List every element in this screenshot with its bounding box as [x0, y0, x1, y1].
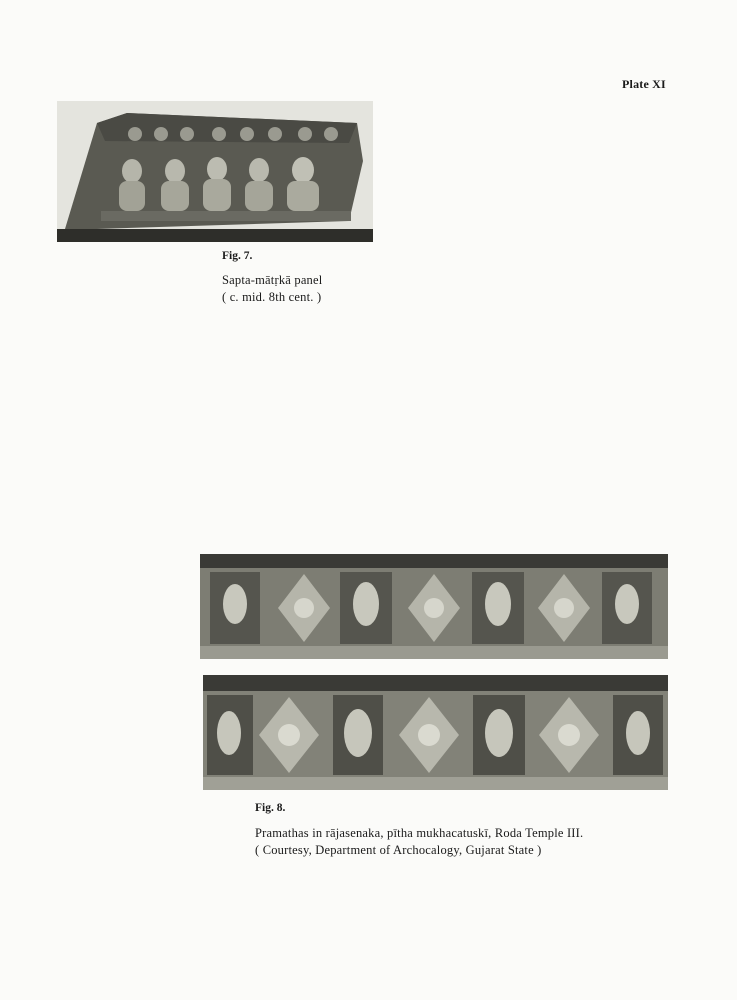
- figure-8-caption-line-1: Pramathas in rājasenaka, pītha mukhacatuskī, Roda Temple III.: [255, 826, 584, 840]
- figure-7-photo: [57, 101, 373, 242]
- figure-7-caption-line-1: Sapta-mātṛkā panel: [222, 273, 323, 287]
- figure-7-caption-line-2: ( c. mid. 8th cent. ): [222, 290, 322, 304]
- plate-number: Plate XI: [622, 77, 666, 91]
- figure-7-label: Fig. 7.: [222, 250, 253, 262]
- figure-8-caption-line-2: ( Courtesy, Department of Archocalogy, Gujarat State ): [255, 843, 542, 857]
- figure-8-photo-upper: [200, 554, 668, 659]
- figure-7-caption: [222, 272, 322, 306]
- figure-8-label: Fig. 8.: [255, 802, 286, 814]
- figure-8-photo-lower: [203, 675, 668, 790]
- figure-8-caption: [255, 825, 583, 859]
